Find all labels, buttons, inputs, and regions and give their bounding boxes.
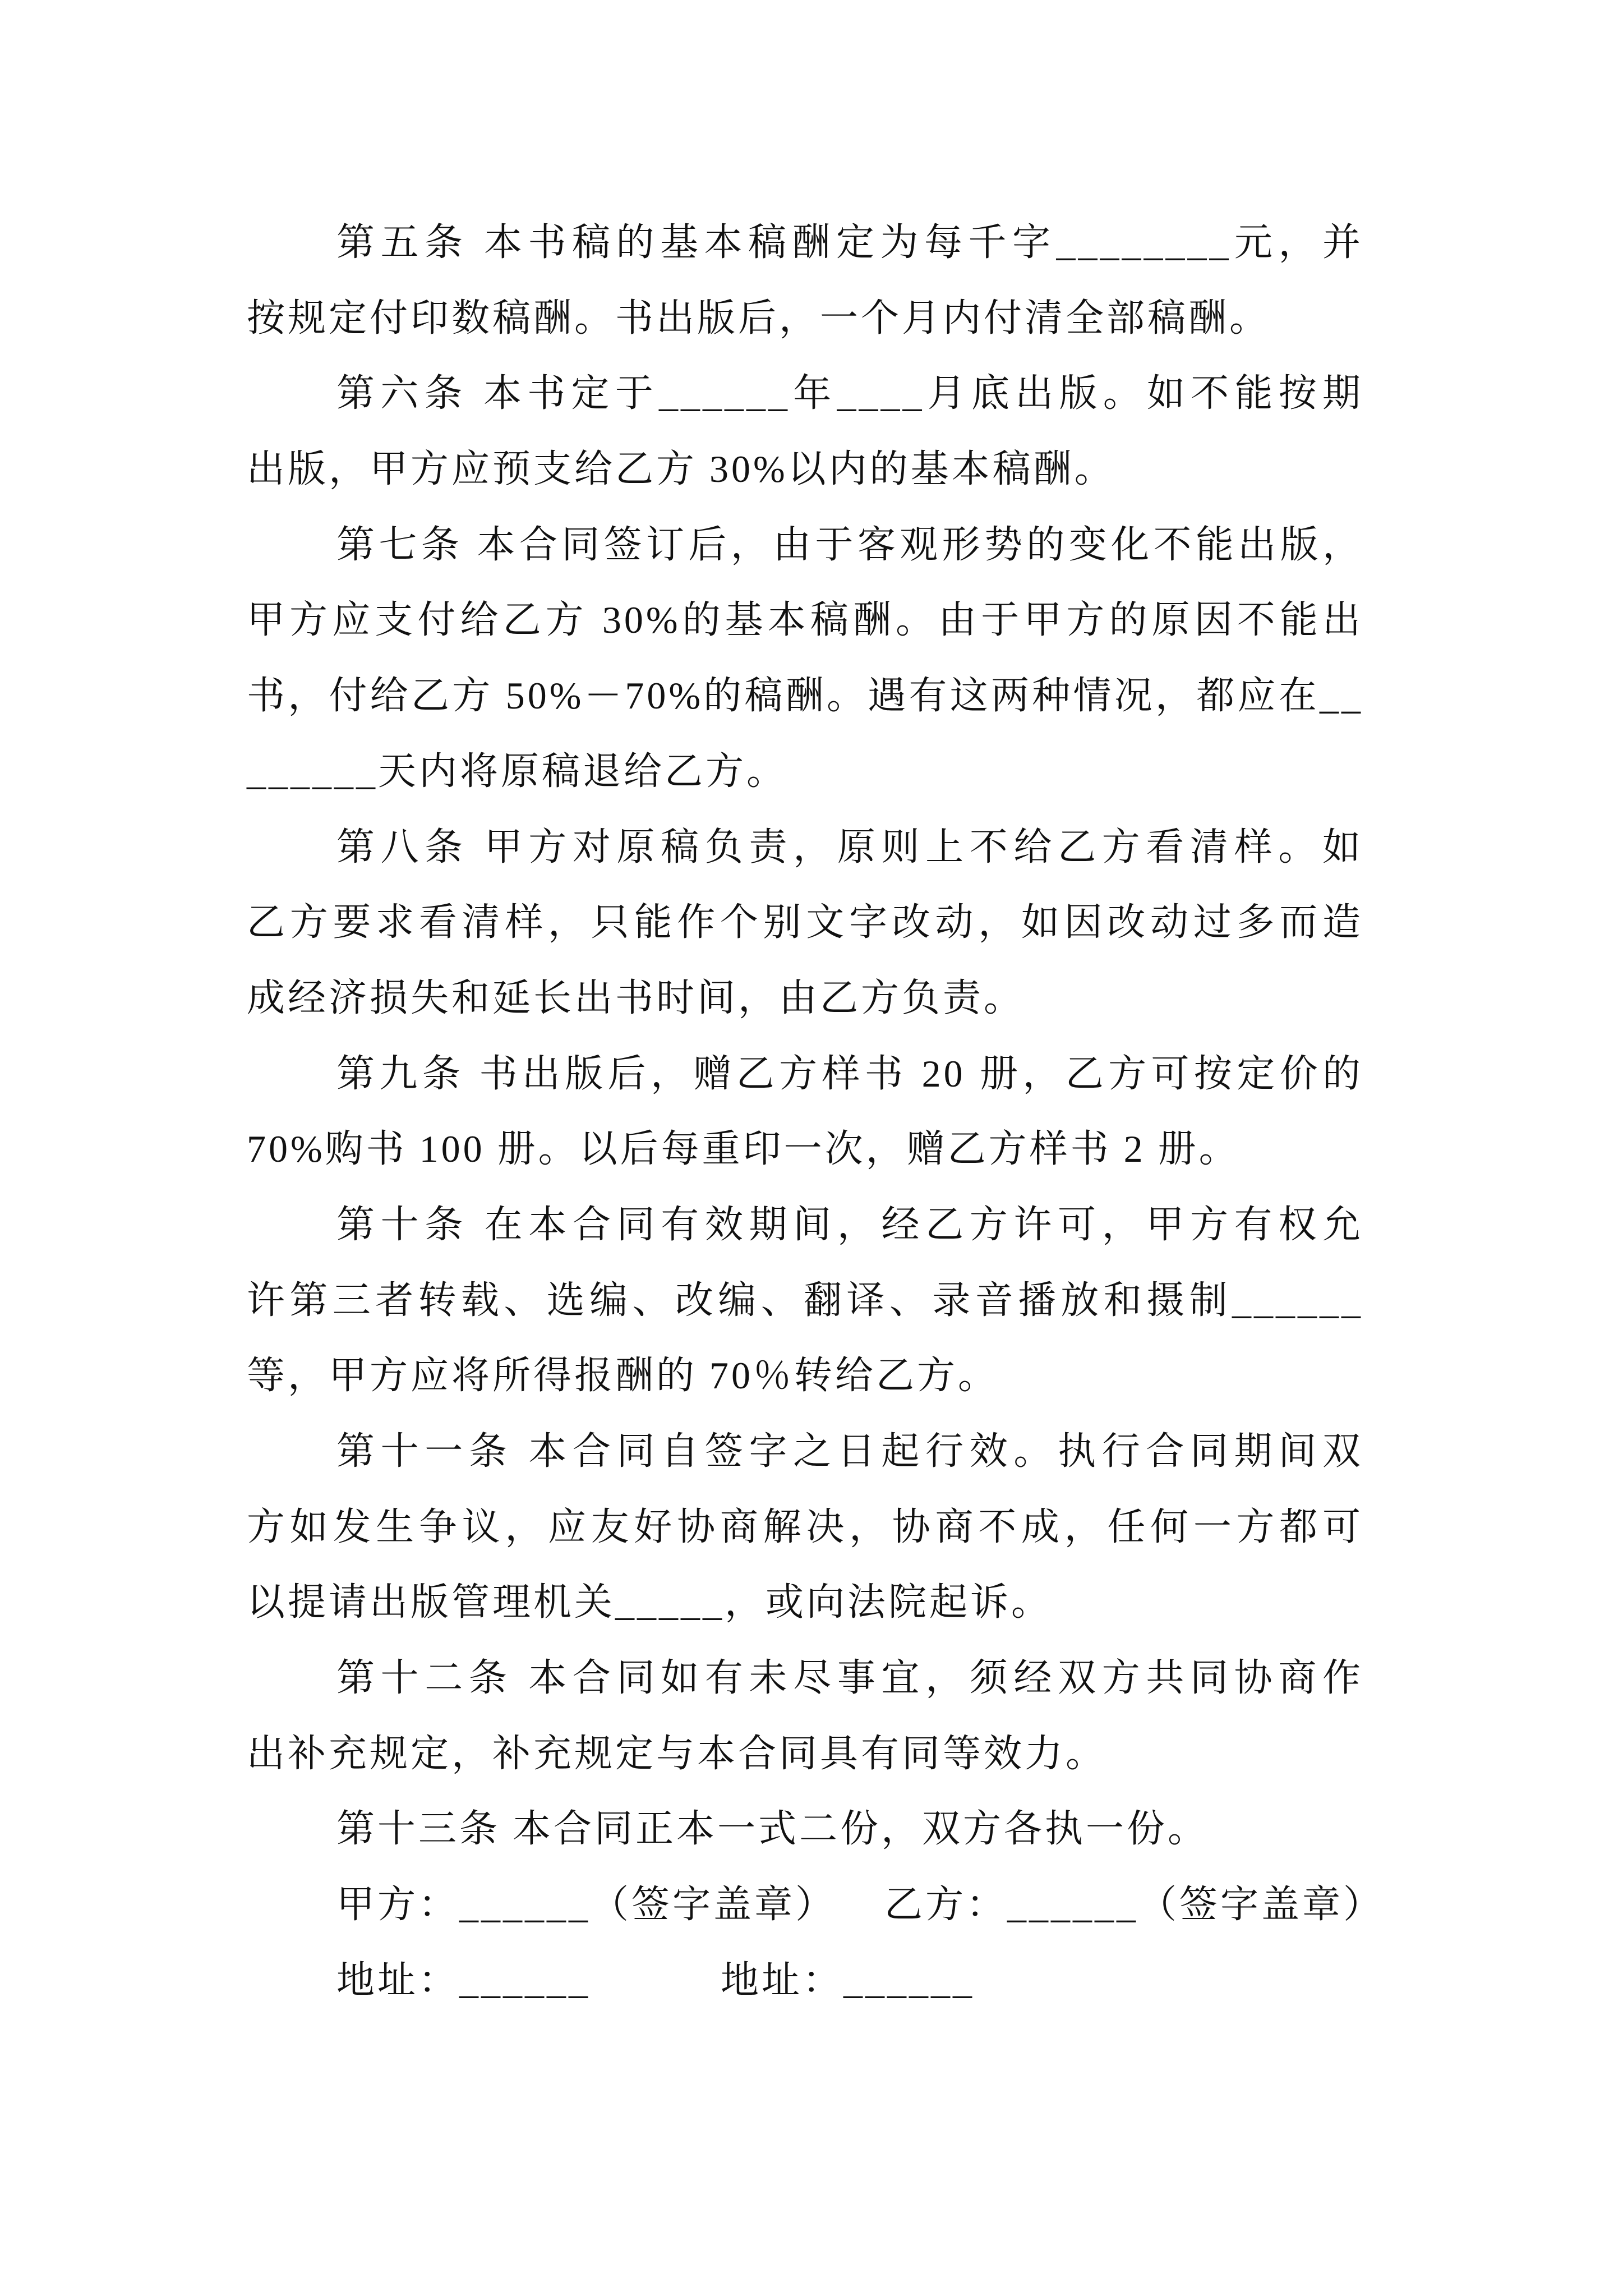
article-13 bbox=[247, 1791, 1363, 1867]
document-line: 乙方要求看清样，只能作个别文字改动，如因改动过多而造 bbox=[247, 901, 1363, 944]
document-line: 成经济损失和延长出书时间，由乙方负责。 bbox=[247, 976, 1025, 1019]
document-line: 甲方应支付给乙方 30%的基本稿酬。由于甲方的原因不能出 bbox=[247, 599, 1363, 642]
document-line: 第九条 书出版后，赠乙方样书 20 册，乙方可按定价的 bbox=[336, 1052, 1363, 1095]
document-line: 第八条 甲方对原稿负责，原则上不给乙方看清样。如 bbox=[336, 825, 1363, 868]
document-line: 第十三条 本合同正本一式二份，双方各执一份。 bbox=[336, 1807, 1209, 1851]
document-line: 第十二条 本合同如有未尽事宜，须经双方共同协商作 bbox=[336, 1657, 1363, 1700]
document-line: 等，甲方应将所得报酬的 70％转给乙方。 bbox=[247, 1354, 999, 1397]
article-6 bbox=[247, 356, 1363, 507]
document-line: 70%购书 100 册。以后每重印一次，赠乙方样书 2 册。 bbox=[247, 1128, 1240, 1171]
article-11 bbox=[247, 1414, 1363, 1640]
document-line: 第五条 本书稿的基本稿酬定为每千字________元，并 bbox=[336, 221, 1363, 264]
contract-body bbox=[247, 205, 1385, 2018]
party-b-signature: 乙方：______（签字盖章） bbox=[884, 1883, 1385, 1926]
party-b-address: 地址：______ bbox=[721, 1958, 975, 2001]
article-5 bbox=[247, 205, 1363, 356]
document-line: ______天内将原稿退给乙方。 bbox=[247, 749, 788, 793]
document-line: 第十条 在本合同有效期间，经乙方许可，甲方有权允 bbox=[336, 1203, 1363, 1246]
document-line: 方如发生争议，应友好协商解决，协商不成，任何一方都可 bbox=[247, 1505, 1363, 1548]
document-line: 出版，甲方应预支给乙方 30%以内的基本稿酬。 bbox=[247, 448, 1115, 491]
document-line: 第七条 本合同签订后，由于客观形势的变化不能出版， bbox=[336, 523, 1363, 566]
document-line: 出补充规定，补充规定与本合同具有同等效力。 bbox=[247, 1732, 1107, 1775]
article-7 bbox=[247, 507, 1363, 809]
signature-line bbox=[247, 1867, 1385, 1943]
document-line: 第十一条 本合同自签字之日起行效。执行合同期间双 bbox=[336, 1430, 1363, 1473]
document-line: 许第三者转载、选编、改编、翻译、录音播放和摄制______ bbox=[247, 1278, 1363, 1322]
document-line: 按规定付印数稿酬。书出版后，一个月内付清全部稿酬。 bbox=[247, 296, 1271, 339]
article-8 bbox=[247, 809, 1363, 1036]
document-line: 第六条 本书定于______年____月底出版。如不能按期 bbox=[336, 372, 1363, 415]
signature-block bbox=[247, 1867, 1385, 2018]
article-12 bbox=[247, 1640, 1363, 1791]
article-10 bbox=[247, 1187, 1363, 1414]
party-a-address: 地址：______ bbox=[336, 1958, 591, 2001]
document-line: 书，付给乙方 50%－70%的稿酬。遇有这两种情况，都应在__ bbox=[247, 674, 1363, 717]
address-line bbox=[247, 1943, 1363, 2018]
article-9 bbox=[247, 1036, 1363, 1187]
party-a-signature: 甲方：______（签字盖章） bbox=[336, 1883, 837, 1926]
document-line: 以提请出版管理机关_____，或向法院起诉。 bbox=[247, 1581, 1053, 1624]
